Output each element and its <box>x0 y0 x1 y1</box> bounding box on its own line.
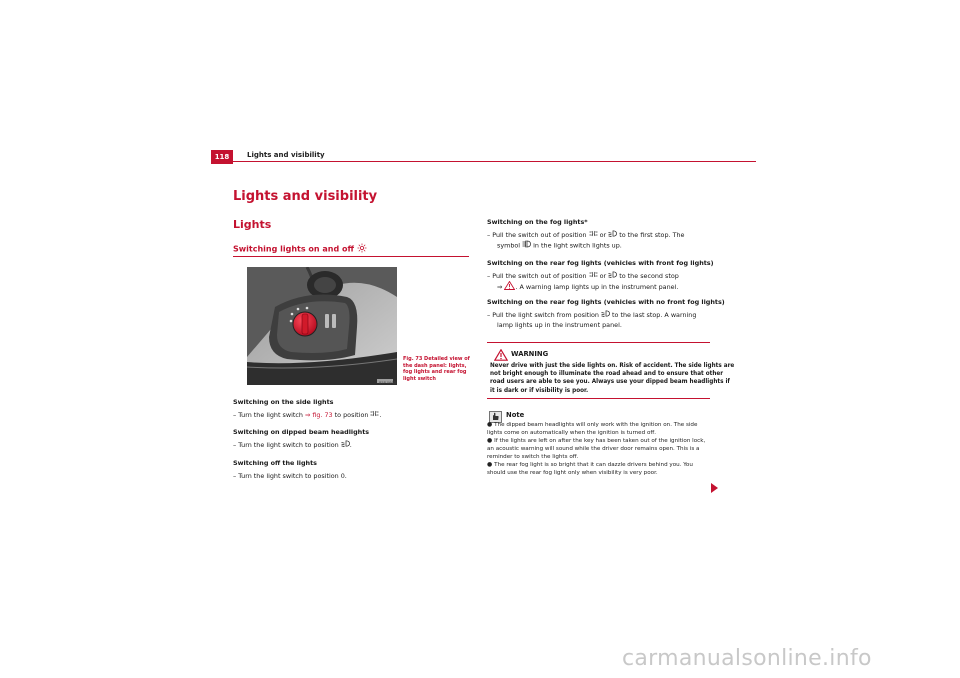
header-rule <box>211 161 756 162</box>
fog-lights-heading: Switching on the fog lights* <box>487 218 588 226</box>
next-page-arrow-icon[interactable] <box>711 483 718 493</box>
warning-bottom-rule <box>487 398 710 399</box>
note-line: an acoustic warning will sound while the driver door remains open. This is a <box>487 446 700 452</box>
note-line: reminder to switch the lights off. <box>487 454 579 460</box>
note-item <box>487 437 712 461</box>
subsection-title-text: Switching lights on and off <box>233 244 354 254</box>
rear-fog-front-step-c2: . A warning lamp lights up in the instrument panel. <box>515 283 679 291</box>
side-light-icon <box>589 271 598 281</box>
side-lights-step: – Turn the light switch ⇒ fig. 73 to position . <box>233 411 382 419</box>
fog-lights-step-cont <box>497 240 622 251</box>
rear-fog-front-step-a: – Pull the switch out of position <box>487 272 589 280</box>
note-item <box>487 421 712 437</box>
dipped-beam-icon <box>341 440 350 450</box>
note-line: should use the rear fog light only when visibility is very poor. <box>487 470 658 476</box>
front-fog-light-icon <box>522 240 531 251</box>
bullet-icon: ● <box>487 461 495 468</box>
side-lights-heading: Switching on the side lights <box>233 398 334 406</box>
warning-line: it is dark or if visibility is poor. <box>490 387 589 394</box>
warning-line: not bright enough to illuminate the road ahead and to ensure that other <box>490 371 724 378</box>
dash-panel-figure <box>247 267 397 385</box>
fog-lights-step-or: or <box>597 231 609 239</box>
warning-line: road users are able to see you. Always use your dipped beam headlights if <box>490 379 730 386</box>
section-title: Lights <box>233 218 272 231</box>
dipped-beam-step-text: – Turn the light switch to position <box>233 441 341 449</box>
rear-fog-front-step-cont <box>497 281 678 293</box>
subsection-rule <box>233 256 469 257</box>
subsection-title <box>233 243 367 255</box>
sun-icon <box>357 243 367 255</box>
bullet-icon: ● <box>487 437 495 444</box>
note-title: Note <box>506 411 525 419</box>
warning-body <box>490 362 734 395</box>
fog-lights-step-b: to the first stop. The <box>617 231 685 239</box>
note-body <box>487 421 712 477</box>
rear-fog-front-step-or: or <box>597 272 609 280</box>
rear-fog-nofront-step-b: to the last stop. A warning <box>610 311 697 319</box>
dipped-beam-heading: Switching on dipped beam headlights <box>233 428 370 436</box>
note-item <box>487 461 712 477</box>
warning-line: Never drive with just the side lights on. Risk of accident. The side lights are <box>490 363 735 369</box>
note-line: lights come on automatically when the ignition is turned off. <box>487 430 657 436</box>
running-title: Lights and visibility <box>247 151 325 159</box>
note-line: The dipped beam headlights will only work with the ignition on. The side <box>494 422 698 428</box>
watermark: carmanualsonline.info <box>622 646 872 671</box>
dipped-beam-icon <box>608 271 617 281</box>
warning-title: WARNING <box>511 350 549 358</box>
dipped-beam-step: – Turn the light switch to position . <box>233 441 352 449</box>
fog-lights-step-c2: in the light switch lights up. <box>531 241 622 250</box>
page-number: 118 <box>211 150 233 164</box>
fog-lights-step-c1: symbol <box>497 241 523 250</box>
side-lights-step-b: to position <box>332 411 371 419</box>
bullet-icon: ● <box>487 421 495 428</box>
chapter-title: Lights and visibility <box>233 189 378 204</box>
rear-fog-front-step-b: to the second stop <box>617 272 679 280</box>
rear-fog-nofront-step-cont: lamp lights up in the instrument panel. <box>497 321 622 329</box>
dipped-beam-icon <box>601 310 610 320</box>
fog-lights-step <box>487 230 684 240</box>
warning-top-rule <box>487 342 710 343</box>
warning-triangle-icon[interactable] <box>504 281 515 293</box>
rear-fog-front-step <box>487 271 679 281</box>
rear-fog-front-step-c1: ⇒ <box>497 283 505 291</box>
figure-reference-link[interactable]: ⇒ fig. 73 <box>304 411 333 419</box>
note-line: If the lights are left on after the key has been taken out of the ignition lock, <box>494 438 706 444</box>
rear-fog-nofront-step-a: – Pull the light switch from position <box>487 311 601 319</box>
rear-fog-nofront-heading: Switching on the rear fog lights (vehicles with no front fog lights) <box>487 298 725 306</box>
dipped-beam-icon <box>608 230 617 240</box>
lights-off-step: – Turn the light switch to position 0. <box>233 472 347 480</box>
figure-code: B5P-0663 <box>379 381 396 385</box>
figure-caption: Fig. 73 Detailed view of the dash panel: lights, fog lights and rear fog light switch <box>403 356 470 382</box>
side-lights-step-a: – Turn the light switch <box>233 411 305 419</box>
side-light-icon <box>589 230 598 240</box>
rear-fog-front-heading: Switching on the rear fog lights (vehicles with front fog lights) <box>487 259 714 267</box>
fog-lights-step-a: – Pull the switch out of position <box>487 231 589 239</box>
rear-fog-nofront-step <box>487 310 696 320</box>
note-line: The rear fog light is so bright that it can dazzle drivers behind you. You <box>494 462 693 468</box>
lights-off-heading: Switching off the lights <box>233 459 317 467</box>
